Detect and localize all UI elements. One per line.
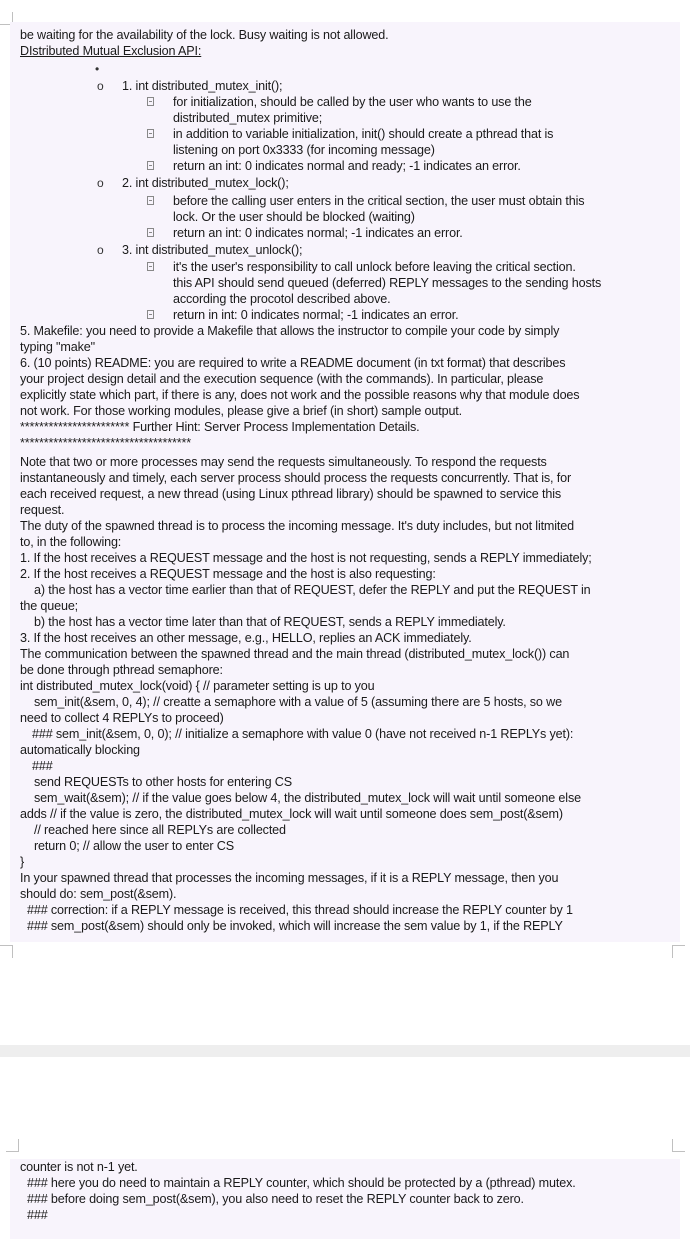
text-line: to, in the following: (20, 535, 122, 549)
text-line: the queue; (20, 599, 79, 613)
api-bullet-text: this API should send queued (deferred) REPLY messages to the sending hosts (173, 276, 602, 290)
text-line: a) the host has a vector time earlier than that of REQUEST, defer the REPLY and put the REQUEST in (34, 583, 591, 597)
text-line: 3. If the host receives an other message, e.g., HELLO, replies an ACK immediately. (20, 631, 472, 645)
missing-glyph-icon (147, 196, 154, 205)
text-line: instantaneously and timely, each server process should process the requests concurrently. That is, for (20, 471, 572, 485)
page-separator (0, 1045, 690, 1057)
section-heading: DIstributed Mutual Exclusion API: (20, 44, 202, 58)
text-line: be waiting for the availability of the lock. Busy waiting is not allowed. (20, 28, 389, 42)
missing-glyph-icon (147, 228, 154, 237)
crop-mark (672, 1139, 685, 1152)
text-line: not work. For those working modules, please give a brief (in short) sample output. (20, 404, 462, 418)
code-line: automatically blocking (20, 743, 140, 757)
api-bullet-text: lock. Or the user should be blocked (waiting) (173, 210, 415, 224)
text-line: each received request, a new thread (using Linux pthread library) should be spawned to service this (20, 487, 561, 501)
text-line: 6. (10 points) README: you are required to write a README document (in txt format) that describes (20, 356, 566, 370)
text-line: In your spawned thread that processes the incoming messages, if it is a REPLY message, then you (20, 871, 559, 885)
api-bullet-text: return an int: 0 indicates normal; -1 indicates an error. (173, 226, 463, 240)
text-line: your project design detail and the execution sequence (with the commands). In particular, please (20, 372, 544, 386)
text-line: ************************************ (20, 436, 192, 450)
api-bullet-text: before the calling user enters in the critical section, the user must obtain this (173, 194, 585, 208)
code-line: return 0; // allow the user to enter CS (34, 839, 234, 853)
text-line: be done through pthread semaphore: (20, 663, 223, 677)
text-line: ### (27, 1208, 48, 1222)
circle-bullet: o (97, 79, 104, 93)
api-bullet-text: in addition to variable initialization, init() should create a pthread that is (173, 127, 554, 141)
api-item-lock: 2. int distributed_mutex_lock(); (122, 176, 289, 190)
api-bullet-text: listening on port 0x3333 (for incoming message) (173, 143, 435, 157)
circle-bullet: o (97, 176, 104, 190)
code-line: send REQUESTs to other hosts for entering CS (34, 775, 292, 789)
bullet-dot: • (95, 62, 100, 76)
text-line: 5. Makefile: you need to provide a Makefile that allows the instructor to compile your code by simply (20, 324, 560, 338)
text-line: request. (20, 503, 65, 517)
missing-glyph-icon (147, 262, 154, 271)
missing-glyph-icon (147, 129, 154, 138)
text-line: 1. If the host receives a REQUEST message and the host is not requesting, sends a REPLY immediately; (20, 551, 592, 565)
text-line: explicitly state which part, if there is any, does not work and the possible reasons why that module does (20, 388, 580, 402)
text-line: ### sem_post(&sem) should only be invoked, which will increase the sem value by 1, if the REPLY (27, 919, 563, 933)
code-line: adds // if the value is zero, the distributed_mutex_lock will wait until someone does sem_post(&sem) (20, 807, 563, 821)
crop-mark (672, 945, 685, 958)
api-bullet-text: for initialization, should be called by the user who wants to use the (173, 95, 532, 109)
api-item-init: 1. int distributed_mutex_init(); (122, 79, 283, 93)
document-page-2 (0, 1057, 690, 1256)
missing-glyph-icon (147, 310, 154, 319)
text-line: b) the host has a vector time later than that of REQUEST, sends a REPLY immediately. (34, 615, 506, 629)
crop-mark (6, 1139, 19, 1152)
code-line: // reached here since all REPLYs are collected (34, 823, 286, 837)
code-line: } (20, 855, 25, 869)
text-line: ### before doing sem_post(&sem), you also need to reset the REPLY counter back to zero. (27, 1192, 524, 1206)
api-bullet-text: according the procotol described above. (173, 292, 391, 306)
text-line: Note that two or more processes may send the requests simultaneously. To respond the requests (20, 455, 547, 469)
api-bullet-text: return in int: 0 indicates normal; -1 indicates an error. (173, 308, 459, 322)
text-line: typing "make" (20, 340, 95, 354)
text-line: *********************** Further Hint: Server Process Implementation Details. (20, 420, 420, 434)
api-bullet-text: return an int: 0 indicates normal and ready; -1 indicates an error. (173, 159, 521, 173)
code-line: need to collect 4 REPLYs to proceed) (20, 711, 224, 725)
text-line: 2. If the host receives a REQUEST message and the host is also requesting: (20, 567, 436, 581)
text-line: The duty of the spawned thread is to process the incoming message. It's duty includes, but not litmited (20, 519, 574, 533)
code-line: ### (32, 759, 53, 773)
circle-bullet: o (97, 243, 104, 257)
code-line: ### sem_init(&sem, 0, 0); // initialize a semaphore with value 0 (have not received n-1 REPLYs yet): (32, 727, 574, 741)
text-line: The communication between the spawned thread and the main thread (distributed_mutex_lock()) can (20, 647, 570, 661)
api-item-unlock: 3. int distributed_mutex_unlock(); (122, 243, 303, 257)
api-bullet-text: distributed_mutex primitive; (173, 111, 323, 125)
crop-mark (0, 945, 13, 958)
api-bullet-text: it's the user's responsibility to call unlock before leaving the critical section. (173, 260, 576, 274)
code-line: sem_init(&sem, 0, 4); // creatte a semaphore with a value of 5 (assuming there are 5 hosts, so we (34, 695, 562, 709)
missing-glyph-icon (147, 161, 154, 170)
missing-glyph-icon (147, 97, 154, 106)
code-line: sem_wait(&sem); // if the value goes below 4, the distributed_mutex_lock will wait until someone else (34, 791, 581, 805)
text-line: should do: sem_post(&sem). (20, 887, 177, 901)
code-line: int distributed_mutex_lock(void) { // parameter setting is up to you (20, 679, 375, 693)
text-line: ### correction: if a REPLY message is received, this thread should increase the REPLY counter by 1 (27, 903, 573, 917)
text-line: counter is not n-1 yet. (20, 1160, 138, 1174)
text-line: ### here you do need to maintain a REPLY counter, which should be protected by a (pthread) mutex. (27, 1176, 576, 1190)
